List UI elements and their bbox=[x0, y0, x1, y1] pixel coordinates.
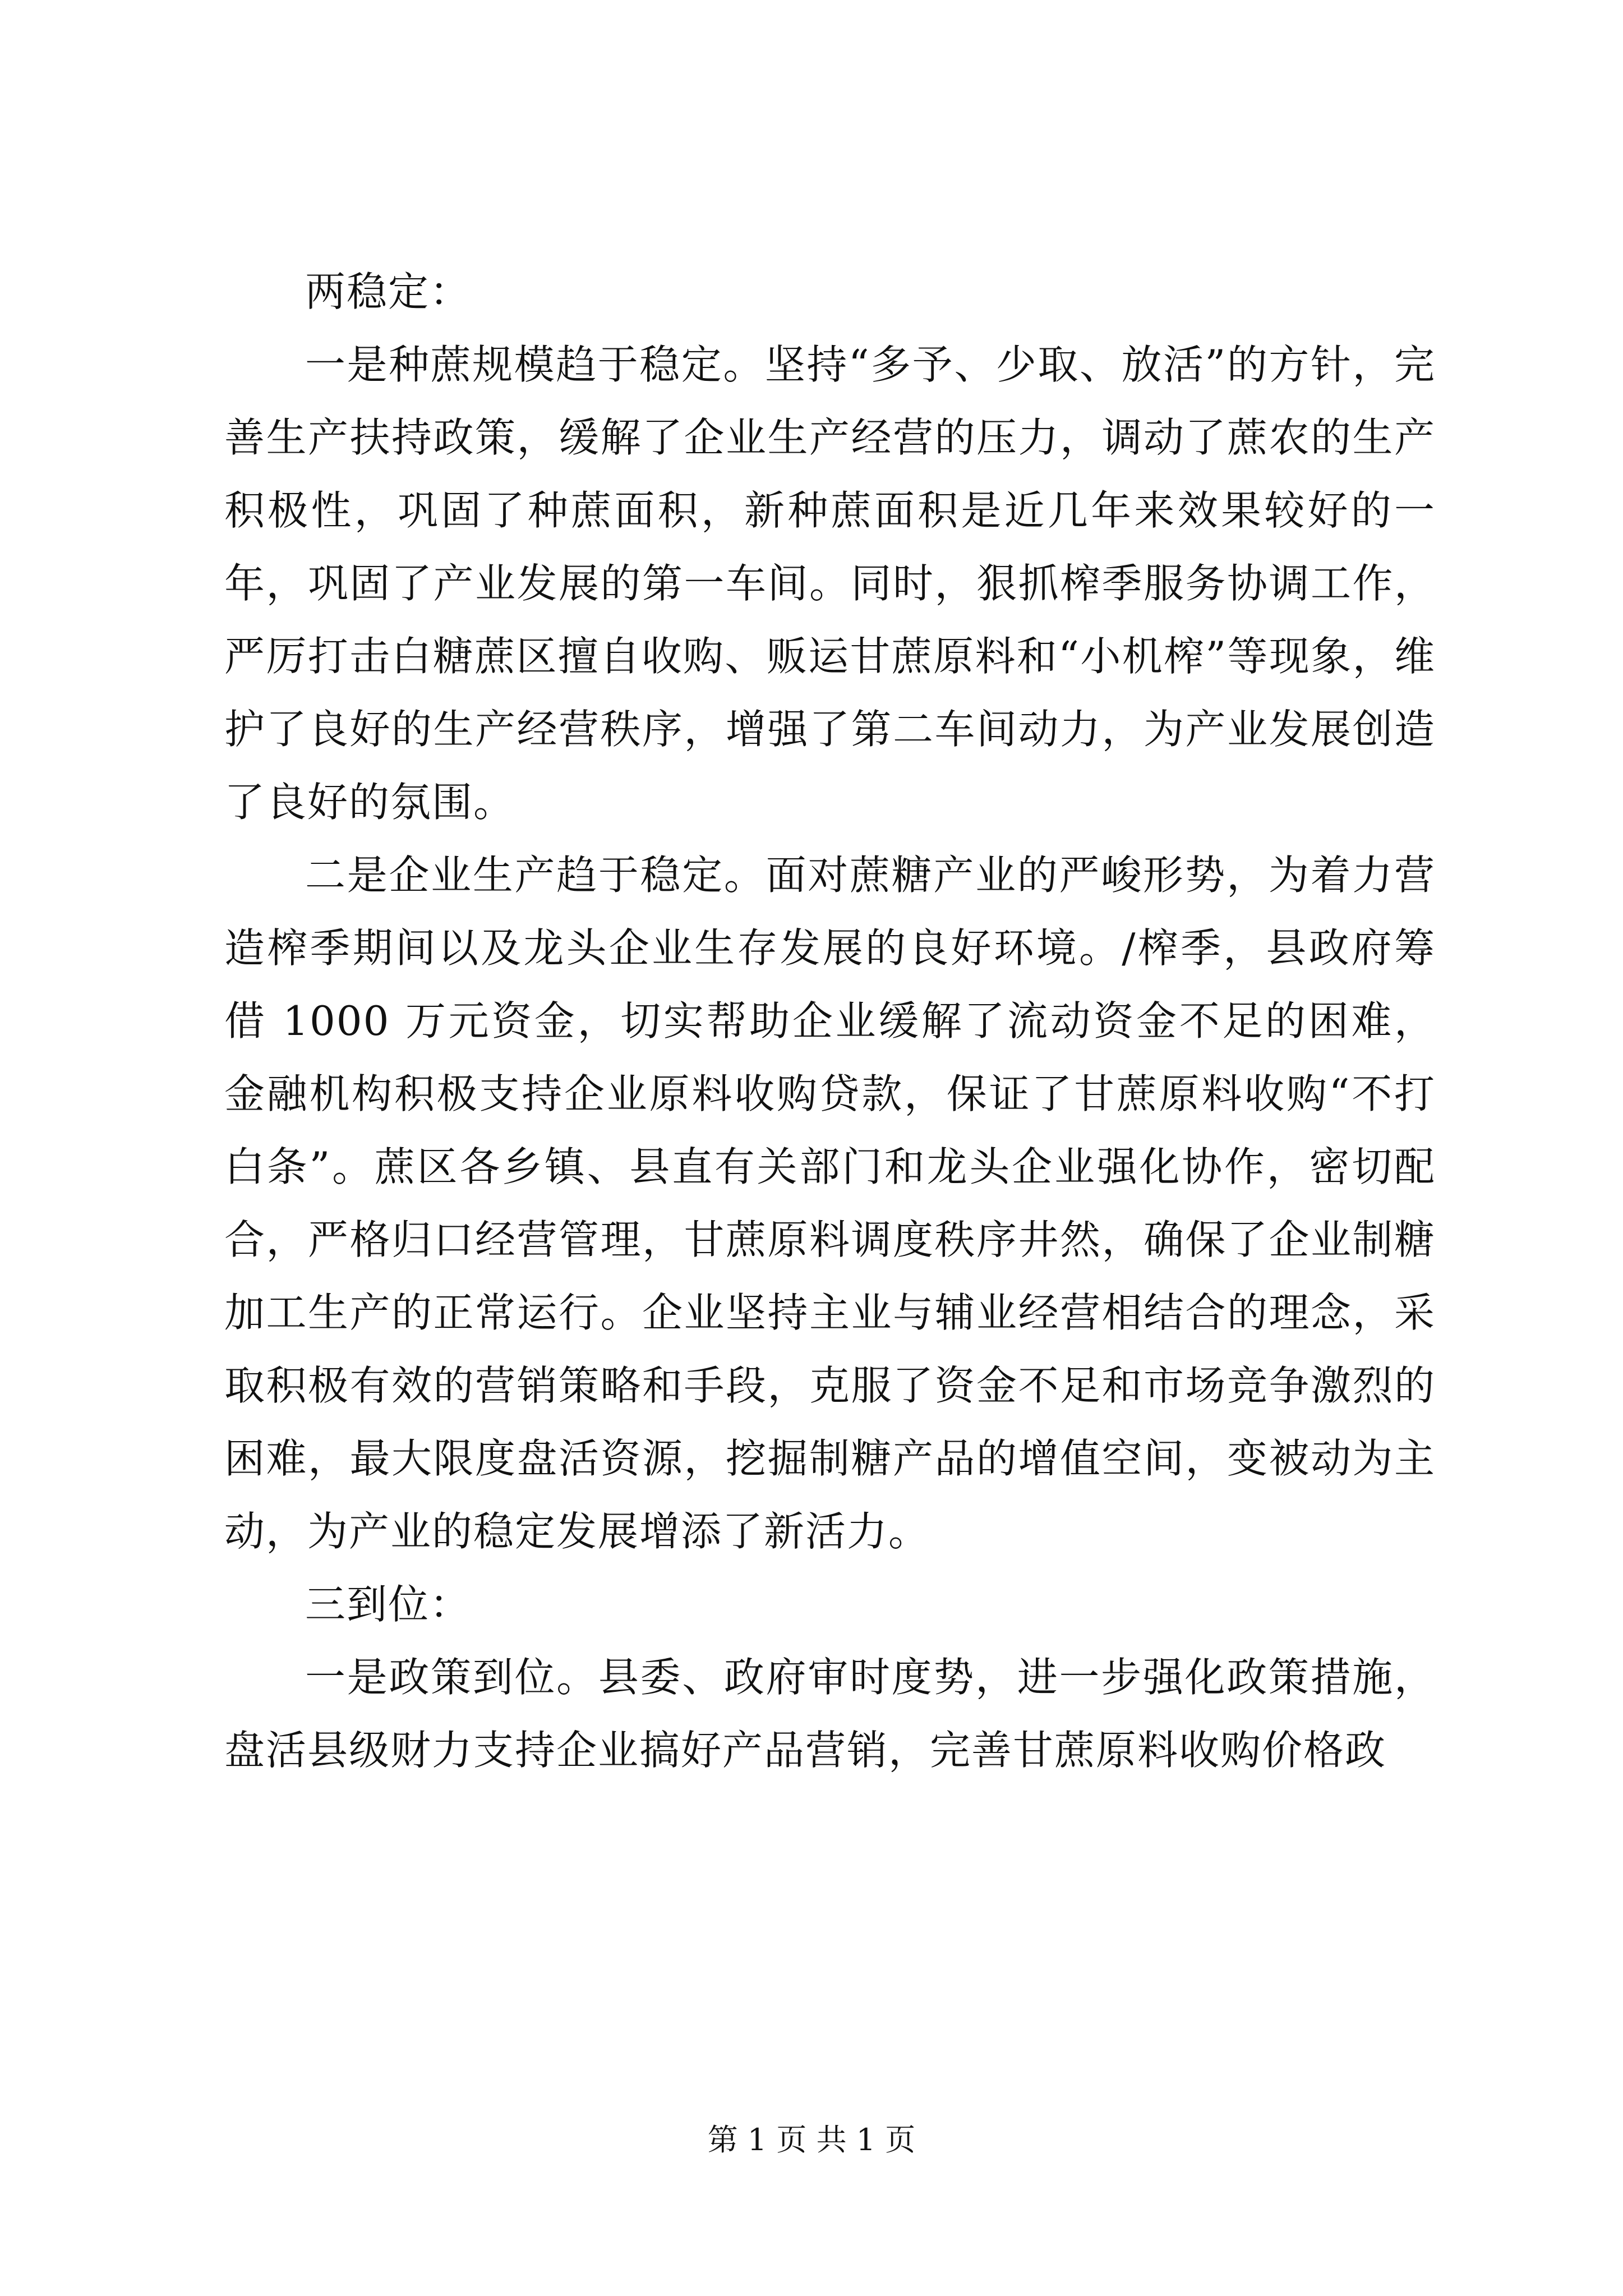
paragraph-cane-scale: 一是种蔗规模趋于稳定。坚持“多予、少取、放活”的方针，完善生产扶持政策，缓解了企业生产经营的压力，调动了蔗农的生产积极性，巩固了种蔗面积，新种蔗面积是近几年来效果较好的一年，巩固了产业发展的第一车间。同时，狠抓榨季服务协调工作，严厉打击白糖蔗区擅自收购、贩运甘蔗原料和“小机榨”等现象，维护了良好的生产经营秩序，增强了第二车间动力，为产业发展创造了良好的氛围。 bbox=[224, 341, 1436, 826]
paragraph-policy-in-place: 一是政策到位。县委、政府审时度势，进一步强化政策措施，盘活县级财力支持企业搞好产品营销，完善甘蔗原料收购价格政 bbox=[224, 1654, 1436, 1774]
section-heading-three-in-place: 三到位： bbox=[305, 1581, 472, 1628]
document-body bbox=[224, 255, 1436, 1787]
page-footer: 第 1 页 共 1 页 bbox=[707, 2122, 916, 2157]
section-heading-two-stabilities: 两稳定： bbox=[305, 268, 472, 315]
paragraph-enterprise-production: 二是企业生产趋于稳定。面对蔗糖产业的严峻形势，为着力营造榨季期间以及龙头企业生存发展的良好环境。/榨季，县政府筹借 1000 万元资金，切实帮助企业缓解了流动资金不足的困难，金融机构积极支持企业原料收购贷款，保证了甘蔗原料收购“不打白条”。蔗区各乡镇、县直有关部门和龙头企业强化协作，密切配合，严格归口经营管理，甘蔗原料调度秩序井然，确保了企业制糖加工生产的正常运行。企业坚持主业与辅业经营相结合的理念，采取积极有效的营销策略和手段，克服了资金不足和市场竞争激烈的困难，最大限度盘活资源，挖掘制糖产品的增值空间，变被动为主动，为产业的稳定发展增添了新活力。 bbox=[224, 852, 1436, 1555]
